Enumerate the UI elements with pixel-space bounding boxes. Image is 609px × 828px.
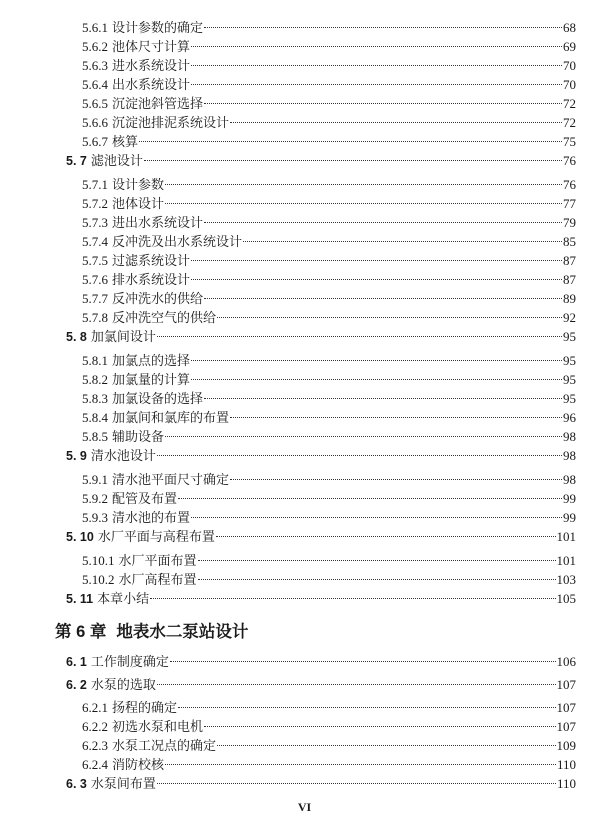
dot-leader [216,523,556,541]
entry-number: 5.6.4 [82,77,108,92]
entry-number: 5.7.5 [82,253,108,268]
toc-entry[interactable] [82,33,576,54]
dot-leader [204,209,562,227]
toc-entry[interactable] [82,228,576,249]
entry-number: 5.7.2 [82,196,108,211]
entry-title: 加氯设备的选择 [112,391,204,406]
entry-page: 92 [563,310,576,325]
entry-page: 75 [563,134,576,149]
dot-leader [243,228,562,246]
toc-section-entry[interactable] [66,585,576,606]
entry-title: 本章小结 [97,591,150,606]
toc-entry[interactable] [82,71,576,92]
entry-title: 清水池的布置 [112,510,191,525]
dot-leader [150,585,555,603]
toc-entry[interactable] [82,347,576,368]
entry-title: 进水系统设计 [112,58,191,73]
dot-leader [230,109,562,127]
entry-number: 5.8.1 [82,353,108,368]
entry-number: 5.7.8 [82,310,108,325]
entry-page: 70 [563,77,576,92]
entry-page: 68 [563,20,576,35]
dot-leader [204,285,562,303]
entry-number: 5.7.7 [82,291,108,306]
dot-leader [144,147,562,165]
toc-entry[interactable] [82,694,576,715]
dot-leader [139,128,562,146]
page-number-footer: VI [297,800,312,814]
toc-section-entry[interactable] [66,770,576,791]
entry-number: 5.6.2 [82,39,108,54]
toc-entry[interactable] [82,566,576,587]
entry-page: 69 [563,39,576,54]
dot-leader [204,90,562,108]
entry-title: 设计参数 [112,177,165,192]
entry-number: 5.7.4 [82,234,108,249]
toc-section-entry[interactable] [66,323,576,344]
entry-number: 5.6.5 [82,96,108,111]
toc-section-entry[interactable] [66,147,576,168]
dot-leader [198,566,556,584]
toc-entry[interactable] [82,504,576,525]
dot-leader [191,33,562,51]
entry-title: 加氯量的计算 [112,372,191,387]
entry-page: 96 [563,410,576,425]
entry-page: 110 [556,776,576,791]
toc-entry[interactable] [82,485,576,506]
entry-page: 95 [563,353,576,368]
dot-leader [178,694,555,712]
entry-title: 过滤系统设计 [112,253,191,268]
dot-leader [191,71,562,89]
entry-title: 水厂高程布置 [118,572,197,587]
entry-page: 72 [563,115,576,130]
dot-leader [204,14,562,32]
dot-leader [165,190,562,208]
dot-leader [191,504,562,522]
entry-page: 99 [563,491,576,506]
entry-page: 76 [563,153,576,168]
entry-number: 5. 11 [66,592,94,606]
entry-number: 5.8.2 [82,372,108,387]
entry-title: 水厂平面布置 [118,553,197,568]
entry-number: 5. 8 [66,330,87,344]
dot-leader [165,423,562,441]
dot-leader [157,671,556,689]
entry-page: 87 [563,272,576,287]
dot-leader [157,770,556,788]
toc-entry[interactable] [82,266,576,287]
toc-entry[interactable] [82,247,576,268]
entry-title: 池体尺寸计算 [112,39,191,54]
entry-page: 110 [556,757,576,772]
toc-entry[interactable] [82,285,576,306]
entry-title: 反冲洗水的供给 [112,291,204,306]
chapter-number: 第 6 章 [55,623,107,641]
dot-leader [204,385,562,403]
entry-page: 85 [563,234,576,249]
entry-title: 扬程的确定 [112,700,178,715]
entry-number: 5.6.7 [82,134,108,149]
entry-page: 77 [563,196,576,211]
dot-leader [191,52,562,70]
entry-page: 109 [556,738,576,753]
entry-number: 5.10.1 [82,553,115,568]
entry-page: 95 [563,329,576,344]
entry-page: 95 [563,372,576,387]
entry-title: 出水系统设计 [112,77,191,92]
entry-title: 加氯点的选择 [112,353,191,368]
toc-entry[interactable] [82,751,576,772]
entry-title: 沉淀池排泥系统设计 [112,115,230,130]
toc-entry[interactable] [82,90,576,111]
entry-number: 6.2.3 [82,738,108,753]
dot-leader [217,304,562,322]
toc-entry[interactable] [82,128,576,149]
toc-entry[interactable] [82,14,576,35]
dot-leader [191,366,562,384]
entry-number: 5. 10 [66,530,94,544]
toc-section-entry[interactable] [66,648,576,669]
entry-page: 95 [563,391,576,406]
entry-number: 5.7.3 [82,215,108,230]
entry-page: 103 [556,572,576,587]
entry-title: 水泵工况点的确定 [112,738,217,753]
entry-number: 5.6.3 [82,58,108,73]
entry-page: 98 [563,472,576,487]
dot-leader [170,648,556,666]
entry-number: 5. 9 [66,449,87,463]
toc-section-entry[interactable] [66,671,576,692]
dot-leader [230,404,562,422]
dot-leader [178,485,562,503]
toc-entry[interactable] [82,547,576,568]
entry-page: 76 [563,177,576,192]
entry-number: 5.7.6 [82,272,108,287]
entry-title: 水泵的选取 [90,677,156,692]
toc-entry[interactable] [82,366,576,387]
entry-page: 87 [563,253,576,268]
entry-page: 101 [556,529,576,544]
toc-entry[interactable] [82,171,576,192]
entry-number: 5. 7 [66,154,87,168]
entry-page: 107 [556,700,576,715]
toc-entry[interactable] [82,109,576,130]
toc-entry[interactable] [82,304,576,325]
entry-number: 5.8.3 [82,391,108,406]
dot-leader [230,466,562,484]
entry-page: 98 [563,429,576,444]
entry-number: 5.7.1 [82,177,108,192]
toc-entry[interactable] [82,190,576,211]
chapter-heading[interactable] [55,618,248,642]
toc-entry[interactable] [82,404,576,425]
entry-number: 5.8.4 [82,410,108,425]
toc-entry[interactable] [82,209,576,230]
entry-title: 工作制度确定 [90,654,169,669]
entry-page: 105 [556,591,576,606]
entry-page: 106 [556,654,576,669]
dot-leader [217,732,555,750]
toc-section-entry[interactable] [66,442,576,463]
entry-page: 72 [563,96,576,111]
chapter-title: 地表水二泵站设计 [116,623,249,641]
dot-leader [165,171,562,189]
toc-entry[interactable] [82,732,576,753]
entry-number: 6. 3 [66,777,87,791]
entry-number: 5.8.5 [82,429,108,444]
toc-entry[interactable] [82,52,576,73]
entry-title: 初选水泵和电机 [112,719,204,734]
entry-number: 5.9.3 [82,510,108,525]
entry-number: 6.2.2 [82,719,108,734]
dot-leader [191,266,562,284]
entry-page: 107 [556,719,576,734]
toc-entry[interactable] [82,423,576,444]
toc-section-entry[interactable] [66,523,576,544]
entry-number: 5.10.2 [82,572,115,587]
entry-title: 池体设计 [112,196,165,211]
dot-leader [191,347,562,365]
entry-number: 5.6.6 [82,115,108,130]
entry-page: 99 [563,510,576,525]
entry-page: 79 [563,215,576,230]
entry-title: 加氯间设计 [90,329,156,344]
entry-title: 消防校核 [112,757,165,772]
entry-number: 6. 1 [66,655,87,669]
entry-number: 6.2.4 [82,757,108,772]
entry-title: 加氯间和氯库的布置 [112,410,230,425]
entry-title: 沉淀池斜管选择 [112,96,204,111]
entry-title: 水泵间布置 [90,776,156,791]
entry-title: 配管及布置 [112,491,178,506]
entry-title: 核算 [112,134,139,149]
entry-title: 设计参数的确定 [112,20,204,35]
entry-number: 5.9.1 [82,472,108,487]
entry-number: 6.2.1 [82,700,108,715]
entry-page: 89 [563,291,576,306]
entry-title: 滤池设计 [90,153,143,168]
entry-title: 排水系统设计 [112,272,191,287]
dot-leader [198,547,556,565]
dot-leader [191,247,562,265]
entry-title: 清水池平面尺寸确定 [112,472,230,487]
entry-title: 辅助设备 [112,429,165,444]
dot-leader [204,713,555,731]
entry-title: 反冲洗及出水系统设计 [112,234,243,249]
toc-entry[interactable] [82,385,576,406]
entry-page: 101 [556,553,576,568]
entry-page: 107 [556,677,576,692]
entry-number: 5.9.2 [82,491,108,506]
dot-leader [157,442,562,460]
entry-page: 70 [563,58,576,73]
entry-number: 6. 2 [66,678,87,692]
entry-page: 98 [563,448,576,463]
entry-title: 反冲洗空气的供给 [112,310,217,325]
entry-title: 清水池设计 [90,448,156,463]
entry-title: 进出水系统设计 [112,215,204,230]
dot-leader [157,323,562,341]
toc-entry[interactable] [82,713,576,734]
entry-title: 水厂平面与高程布置 [97,529,215,544]
dot-leader [165,751,556,769]
toc-entry[interactable] [82,466,576,487]
entry-number: 5.6.1 [82,20,108,35]
